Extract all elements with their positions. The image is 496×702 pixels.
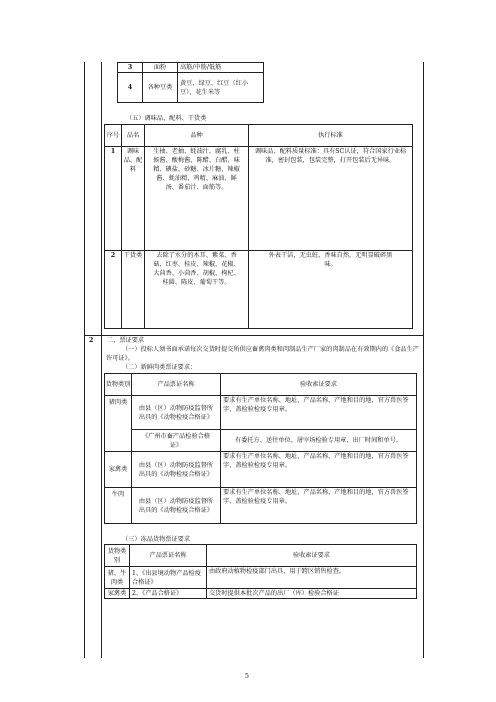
table-row <box>105 396 417 430</box>
row-requirement: 要求有生产单位名称、地址、产品名称、产地和目的地，官方兽医签字、盖检验检疫专用章。 <box>221 452 417 488</box>
col-header-variety: 品种 <box>145 125 249 147</box>
row-std: 外表干洁，无虫蛀，香味自然，无明显破碎黑味。 <box>249 251 413 329</box>
table-row <box>105 589 417 599</box>
table-row <box>105 430 417 452</box>
table-header-row <box>105 374 417 396</box>
col-header-category: 货物类别 <box>105 374 132 396</box>
table-header-row <box>105 125 413 147</box>
row-requirement: 由政府动植物检疫部门出具，用于跨区销售检查。 <box>207 567 417 589</box>
col-header-category: 货物类别 <box>105 545 130 567</box>
subsection-title: （二）新鲜肉类票证要求： <box>122 364 197 371</box>
table-row <box>118 63 264 73</box>
row-name: 面粉 <box>143 63 178 73</box>
row-spec: 高筋/中筋/低筋 <box>178 63 264 73</box>
row-cert: 《广州市畜产品检验合格证》 <box>132 430 221 452</box>
col-header-name: 品名 <box>122 125 145 147</box>
row-variety: 生抽、老抽、蚝油汁、腐乳、柱候酱、酸梅酱、陈醋、白醋、味精、碘盐、砂糖、冰片糖、辣椒酱、蚝油精、鸡精、麻油、鲜汤、番茄汁、面筋等。 <box>145 147 249 251</box>
subsection-title: （三）冻品货物票证要求 <box>122 536 191 543</box>
row-cert: 由县（区）动物防疫监督所出具的《动物检疫合格证》 <box>132 452 221 488</box>
col-header-no: 序号 <box>105 125 122 147</box>
col-header-cert: 产品票证名称 <box>132 374 221 396</box>
row-category: 牛肉 <box>105 488 132 524</box>
row-no: 2 <box>105 251 122 329</box>
fresh-meat-table <box>104 373 417 524</box>
outer-right-border <box>423 62 424 658</box>
row-name: 调味品、配料 <box>122 147 145 251</box>
row-name: 各种豆类 <box>143 73 178 103</box>
row-requirement: 要求有生产单位名称、地址、产品名称、产地和目的地，官方兽医签字、盖检验检疫专用章。 <box>221 488 417 524</box>
row-cert: 1、《出县境动物产品检疫合格证》 <box>130 567 207 589</box>
page-number: 5 <box>245 673 249 680</box>
row-category: 家禽类 <box>105 589 130 599</box>
table-row <box>105 147 413 251</box>
outer-left-border <box>84 62 85 658</box>
row-requirement: 有委托方、送往单位、屠宰场检验专用章、出厂时间和单号。 <box>221 430 417 452</box>
row-no: 3 <box>118 63 143 73</box>
row-category: 猪肉类 <box>105 396 132 452</box>
col-header-std: 执行标准 <box>249 125 413 147</box>
table-row <box>118 73 264 103</box>
table-row <box>105 452 417 488</box>
row-name: 干货类 <box>122 251 145 329</box>
row-spec: 黄豆、绿豆、红豆（红小豆）、花生米等 <box>178 73 264 103</box>
row-cert: 由县（区）动物防疫监督所出具的《动物检疫合格证》 <box>132 488 221 524</box>
row-requirement: 要求有生产单位名称、地址、产品名称、产地和目的地，官方兽医签字、盖检验检疫专用章。 <box>221 396 417 430</box>
frozen-goods-table <box>104 544 417 599</box>
table-header-row <box>105 545 417 567</box>
row-variety: 去除了水分的木耳、紫菜、香菇、红枣、桂皮、辣椒、花椒、大茴香、小茴香、胡椒、枸杞、桂圆、陈皮、葡萄干等。 <box>145 251 249 329</box>
section-title: （五）调味品、配料、干货类 <box>126 115 207 122</box>
col-header-cert: 产品票证名称 <box>130 545 207 567</box>
table-row <box>105 567 417 589</box>
section-number: 2 <box>89 337 94 344</box>
table-row <box>105 251 413 329</box>
section-heading: 二、票证要求 <box>107 337 145 344</box>
row-no: 1 <box>105 147 122 251</box>
row-requirement: 交货时提供本批次产品的出厂（库）检验合格证 <box>207 589 417 599</box>
row-std: 调味品、配料质量标准：具有SC认证，符合国家行业标准，密封包装，包装完整，打开包装后无异味。 <box>249 147 413 251</box>
grain-table <box>117 62 264 103</box>
row-no: 4 <box>118 73 143 103</box>
table-row <box>105 488 417 524</box>
row-cert: 由县（区）动物防疫监督所出具的《动物检疫合格证》 <box>132 396 221 430</box>
col-header-requirement: 验收索证要求 <box>207 545 417 567</box>
seasoning-table <box>104 124 413 329</box>
row-cert: 2、《产品合格证》 <box>130 589 207 599</box>
row-category: 家禽类 <box>105 452 132 488</box>
row-category: 猪、牛肉类 <box>105 567 130 589</box>
col-header-requirement: 验收索证要求 <box>221 374 417 396</box>
outer-inner-divider <box>101 62 102 658</box>
section-paragraph: （一）投标人须书面承诺每次交货时提交所供应畜禽肉类和肉制品生产厂家的肉制品在有效期内的《食品生产许可证》。 <box>106 346 419 362</box>
